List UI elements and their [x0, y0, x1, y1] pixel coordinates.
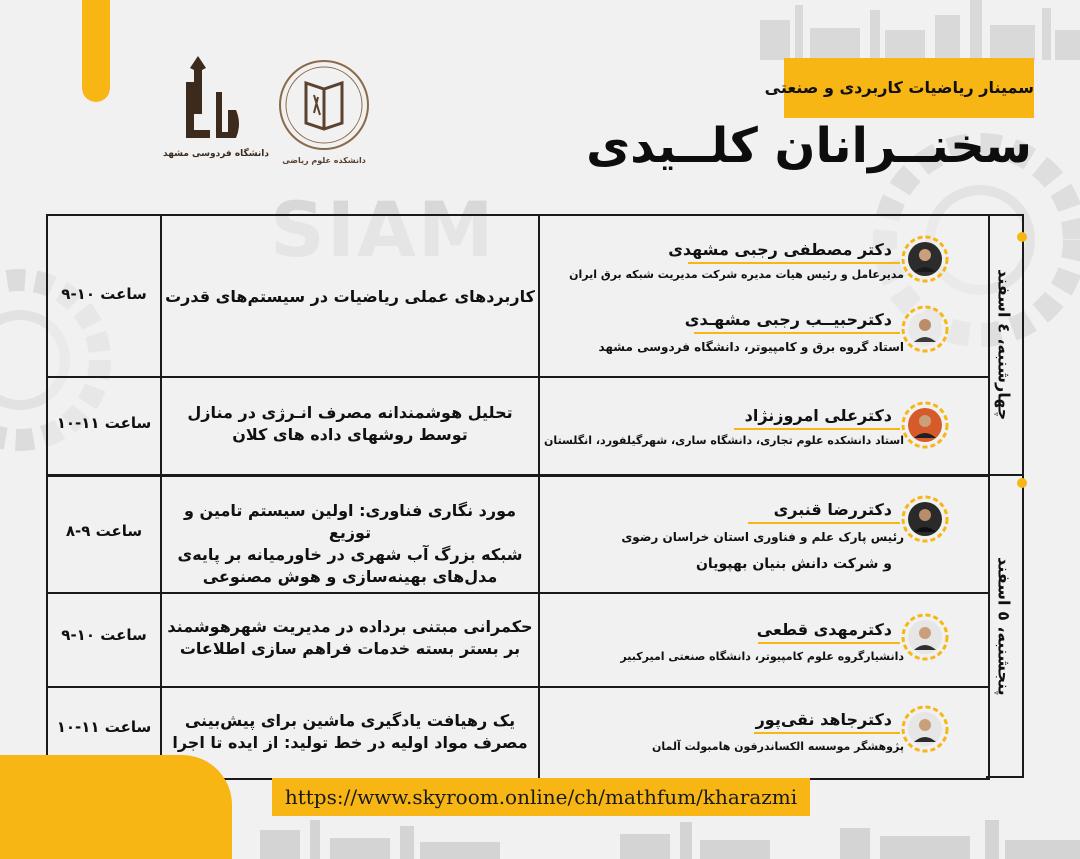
- session-time: ساعت ١٠-٩: [61, 626, 147, 644]
- speaker-name: دکتر مصطفی رجبی مشهدی: [668, 240, 892, 259]
- speaker-avatar: [902, 402, 948, 448]
- ferdowsi-university-logo: [163, 52, 269, 162]
- session-topic: کاربردهای عملی ریاضیات در سیستم‌های قدرت: [165, 287, 535, 306]
- speaker-avatar: [902, 706, 948, 752]
- speaker-avatar: [902, 236, 948, 282]
- faculty-logo-text: دانشکده علوم ریاضی: [282, 156, 366, 165]
- speaker-name: دکترجاهد نقی‌پور: [755, 710, 892, 729]
- speaker-affiliation-line2: و شرکت دانش بنیان بهپویان: [695, 556, 892, 572]
- speaker-avatar: [902, 496, 948, 542]
- speaker-affiliation: استاد گروه برق و کامپیوتر، دانشگاه فردوسی مشهد: [598, 340, 904, 354]
- speaker-affiliation: استاد دانشکده علوم تجاری، دانشگاه ساری، شهرگیلفورد، انگلستان: [544, 434, 904, 447]
- day-block-1: [986, 214, 1024, 476]
- speaker-affiliation: دانشیارگروه علوم کامپیوتر، دانشگاه صنعتی امیرکبیر: [620, 650, 904, 663]
- speaker-underline: [758, 642, 900, 644]
- session-time: ساعت ٩-٨: [65, 522, 143, 540]
- seminar-subtitle: سمینار ریاضیات کاربردی و صنعتی: [764, 78, 1034, 97]
- session-topic: تحلیل هوشمندانه مصرف انـرژی در منازل توسط روشهای داده های کلان: [187, 403, 513, 444]
- bottom-factory-decoration: [0, 820, 1080, 859]
- speaker-affiliation: مدیرعامل و رئیس هیات مدیره شرکت مدیریت شبکه برق ایران: [569, 268, 904, 281]
- speaker-name: دکتررضا قنبری: [773, 500, 892, 519]
- factory-silhouette-decoration: [750, 0, 1080, 60]
- day-block-2: [986, 474, 1024, 778]
- speaker-underline: [754, 732, 900, 734]
- speaker-affiliation: رئیس پارک علم و فناوری استان خراسان رضوی: [621, 530, 904, 544]
- accent-pill-decoration: [82, 0, 110, 102]
- session-topic: مورد نگاری فناوری: اولین سیستم تامین و توزیع شبکه بزرگ آب شهری در خاورمیانه بر پایه‌ی مدل‌های بهینه‌سازی و هوش مصنوعی: [177, 501, 523, 586]
- speaker-underline: [688, 262, 900, 264]
- session-topic: یک رهیافت یادگیری ماشین برای پیش‌بینی مصرف مواد اولیه در خط تولید: از ایده تا اجرا: [172, 711, 528, 752]
- speaker-underline: [694, 332, 900, 334]
- speaker-avatar: [902, 306, 948, 352]
- speaker-name: دکترحبیــب رجبی مشهـدی: [684, 310, 892, 329]
- session-topic: حکمرانی مبتنی برداده در مدیریت شهرهوشمند بر بستر بسته خدمات فراهم سازی اطلاعات: [167, 617, 533, 658]
- speaker-name: دکترمهدی قطعی: [756, 620, 892, 639]
- speaker-name: دکترعلی امروزنژاد: [744, 406, 892, 425]
- page-title: سخنــرانان کلــیدی: [586, 118, 1032, 174]
- skyroom-link[interactable]: https://www.skyroom.online/ch/mathfum/kharazmi: [284, 785, 798, 809]
- session-time: ساعت ١١-١٠: [56, 414, 152, 432]
- faculty-of-mathematics-logo: [274, 55, 374, 167]
- speaker-underline: [748, 522, 900, 524]
- day-label-thursday: پنجشنبه، ٥ اسفند: [994, 556, 1014, 696]
- speaker-avatar: [902, 614, 948, 660]
- session-time: ساعت ١٠-٩: [61, 285, 147, 303]
- university-logo-text: دانشگاه فردوسی مشهد: [163, 149, 269, 159]
- speaker-underline: [734, 428, 900, 430]
- speaker-affiliation: پژوهشگر موسسه الکساندرفون هامبولت آلمان: [651, 740, 904, 753]
- day-label-wednesday: چهارشنبه، ٤ اسفند: [994, 269, 1014, 421]
- day-dot-decoration: [1017, 478, 1027, 488]
- session-time: ساعت ١١-١٠: [56, 718, 152, 736]
- day-dot-decoration: [1017, 232, 1027, 242]
